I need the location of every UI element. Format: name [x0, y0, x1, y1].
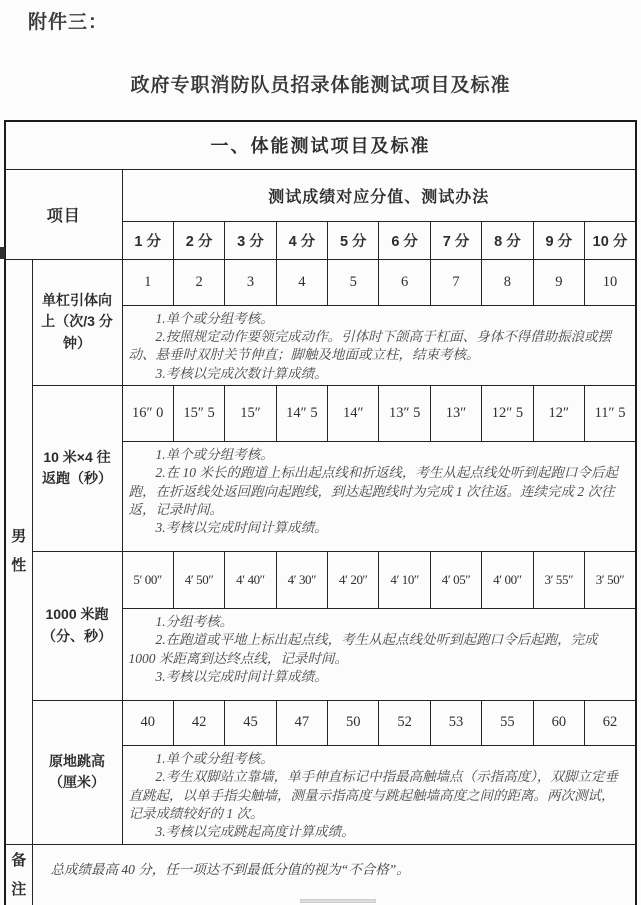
item-label-1000m-run: 1000 米跑（分、秒） — [32, 551, 122, 700]
value-cell: 5 — [328, 259, 379, 305]
value-cell: 4′ 10″ — [379, 551, 430, 608]
item-column-header: 项目 — [5, 169, 122, 259]
table-row-1000m-values — [5, 551, 636, 608]
value-cell: 13″ 5 — [379, 385, 430, 441]
value-cell: 15″ — [225, 385, 276, 441]
value-cell: 52 — [379, 700, 430, 745]
value-cell: 4 — [276, 259, 327, 305]
value-cell: 47 — [276, 700, 327, 745]
value-cell: 55 — [482, 700, 533, 745]
value-cell: 7 — [430, 259, 481, 305]
table-row-pullups-values — [5, 259, 636, 305]
value-cell: 45 — [225, 700, 276, 745]
score-col-header-4: 4 分 — [276, 221, 327, 259]
score-col-header-5: 5 分 — [328, 221, 379, 259]
value-cell: 14″ — [328, 385, 379, 441]
gender-group-label: 男性 — [5, 259, 32, 844]
fitness-test-table — [4, 120, 637, 905]
value-cell: 3′ 50″ — [585, 551, 636, 608]
value-cell: 50 — [328, 700, 379, 745]
value-cell: 60 — [533, 700, 584, 745]
score-col-header-10: 10 分 — [585, 221, 636, 259]
value-cell: 4′ 50″ — [173, 551, 224, 608]
value-cell: 8 — [482, 259, 533, 305]
value-cell: 12″ 5 — [482, 385, 533, 441]
value-cell: 10 — [585, 259, 636, 305]
score-col-header-9: 9 分 — [533, 221, 584, 259]
scan-edge-artifact — [0, 247, 5, 259]
value-cell: 3 — [225, 259, 276, 305]
table-row-note — [5, 844, 636, 905]
method-line: 3.考核以完成时间计算成绩。 — [155, 669, 328, 685]
value-cell: 40 — [122, 700, 173, 745]
value-cell: 4′ 40″ — [225, 551, 276, 608]
value-cell: 4′ 20″ — [328, 551, 379, 608]
value-cell: 3′ 55″ — [533, 551, 584, 608]
method-cell-standing-jump — [122, 745, 636, 844]
page-title: 政府专职消防队员招录体能测试项目及标准 — [130, 75, 511, 96]
value-cell: 6 — [379, 259, 430, 305]
method-line: 3.考核以完成次数计算成绩。 — [155, 365, 328, 381]
item-label-shuttle-run: 10 米×4 往返跑（秒） — [32, 385, 122, 551]
value-cell: 5′ 00″ — [122, 551, 173, 608]
method-line: 2.按照规定动作要领完成动作。引体时下颌高于杠面、身体不得借助振浪或摆动、悬垂时双肘关节伸直；脚触及地面或立柱，结束考核。 — [128, 328, 612, 363]
note-text: 总成绩最高 40 分，任一项达不到最低分值的视为“不合格”。 — [32, 844, 636, 905]
value-cell: 4′ 05″ — [430, 551, 481, 608]
score-col-header-6: 6 分 — [379, 221, 430, 259]
attachment-label: 附件三： — [28, 12, 109, 33]
value-cell: 11″ 5 — [585, 385, 636, 441]
item-label-standing-jump: 原地跳高（厘米） — [32, 700, 122, 844]
table-section-title: 一、体能测试项目及标准 — [5, 121, 636, 169]
method-line: 1.单个或分组考核。 — [155, 750, 274, 766]
note-label: 备注 — [5, 844, 32, 905]
value-cell: 16″ 0 — [122, 385, 173, 441]
method-line: 1.分组考核。 — [155, 613, 234, 629]
method-line: 1.单个或分组考核。 — [155, 446, 274, 462]
scrollbar-artifact — [300, 899, 376, 903]
value-cell: 2 — [173, 259, 224, 305]
score-col-header-2: 2 分 — [173, 221, 224, 259]
value-cell: 13″ — [430, 385, 481, 441]
score-col-header-3: 3 分 — [225, 221, 276, 259]
value-cell: 62 — [585, 700, 636, 745]
method-line: 2.在跑道或平地上标出起点线，考生从起点线处听到起跑口令后起跑，完成 1000 米距离到达终点线，记录时间。 — [128, 632, 598, 666]
method-line: 2.考生双脚站立靠墙，单手伸直标记中指最高触墙点（示指高度），双脚立定垂直跳起，以单手指尖触墙，测量示指高度与跳起触墙高度之间的距离。两次测试，记录成绩较好的 1 次。 — [128, 769, 618, 822]
method-line: 3.考核以完成跳起高度计算成绩。 — [155, 824, 355, 840]
item-label-pullups: 单杠引体向上（次/3 分钟） — [32, 259, 122, 385]
method-cell-pullups — [122, 305, 636, 385]
value-cell: 9 — [533, 259, 584, 305]
value-cell: 42 — [173, 700, 224, 745]
score-method-header: 测试成绩对应分值、测试办法 — [122, 169, 636, 221]
method-cell-shuttle-run — [122, 441, 636, 551]
value-cell: 4′ 00″ — [482, 551, 533, 608]
value-cell: 15″ 5 — [173, 385, 224, 441]
score-col-header-7: 7 分 — [430, 221, 481, 259]
table-row-jump-values — [5, 700, 636, 745]
value-cell: 53 — [430, 700, 481, 745]
method-line: 3.考核以完成时间计算成绩。 — [155, 520, 328, 536]
value-cell: 1 — [122, 259, 173, 305]
method-line: 2.在 10 米长的跑道上标出起点线和折返线，考生从起点线处听到起跑口令后起跑，在折返线处返回跑向起跑线，到达起跑线时为完成 1 次往返。连续完成 2 次往返，记录时间。 — [128, 465, 618, 518]
value-cell: 4′ 30″ — [276, 551, 327, 608]
score-col-header-1: 1 分 — [122, 221, 173, 259]
method-line: 1.单个或分组考核。 — [155, 310, 274, 326]
method-cell-1000m-run — [122, 608, 636, 700]
table-row-shuttle-values — [5, 385, 636, 441]
score-col-header-8: 8 分 — [482, 221, 533, 259]
value-cell: 14″ 5 — [276, 385, 327, 441]
value-cell: 12″ — [533, 385, 584, 441]
